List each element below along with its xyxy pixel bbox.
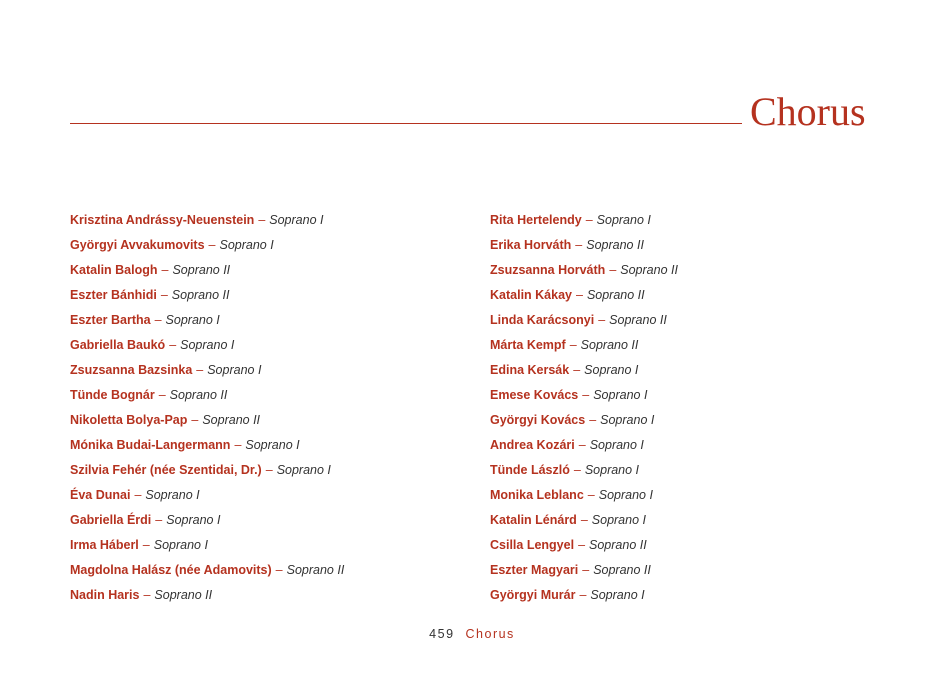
- member-name: Eszter Bartha: [70, 313, 151, 327]
- separator: –: [573, 363, 581, 377]
- voice-part: Soprano II: [586, 288, 645, 302]
- separator: –: [143, 588, 151, 602]
- voice-part: Soprano I: [593, 388, 648, 402]
- list-item: [490, 208, 890, 233]
- separator: –: [578, 538, 586, 552]
- member-name: Tünde László: [490, 463, 570, 477]
- list-item: [70, 458, 470, 483]
- member-name: Andrea Kozári: [490, 438, 575, 452]
- voice-part: Soprano I: [598, 488, 653, 502]
- list-item: [490, 408, 890, 433]
- separator: –: [598, 313, 606, 327]
- member-name: Linda Karácsonyi: [490, 313, 595, 327]
- separator: –: [160, 288, 168, 302]
- list-item: [70, 208, 470, 233]
- member-name: Nikoletta Bolya-Pap: [70, 413, 188, 427]
- member-name: Monika Leblanc: [490, 488, 584, 502]
- member-name: Erika Horváth: [490, 238, 572, 252]
- separator: –: [609, 263, 617, 277]
- separator: –: [234, 438, 242, 452]
- list-item: [70, 233, 470, 258]
- list-item: [70, 558, 470, 583]
- list-item: [70, 358, 470, 383]
- voice-part: Soprano I: [591, 513, 646, 527]
- member-name: Mónika Budai-Langermann: [70, 438, 231, 452]
- separator: –: [161, 263, 169, 277]
- separator: –: [196, 363, 204, 377]
- voice-part: Soprano I: [153, 538, 208, 552]
- member-name: Gabriella Érdi: [70, 513, 152, 527]
- list-item: [490, 358, 890, 383]
- member-name: Rita Hertelendy: [490, 213, 582, 227]
- separator: –: [579, 588, 587, 602]
- separator: –: [169, 338, 177, 352]
- list-item: [490, 508, 890, 533]
- voice-part: Soprano II: [589, 538, 647, 552]
- voice-part: Soprano I: [219, 238, 274, 252]
- voice-part: Soprano II: [580, 338, 639, 352]
- separator: –: [589, 413, 597, 427]
- voice-part: Soprano II: [609, 313, 667, 327]
- separator: –: [155, 513, 163, 527]
- member-name: Zsuzsanna Horváth: [490, 263, 606, 277]
- list-item: [70, 533, 470, 558]
- separator: –: [265, 463, 273, 477]
- list-item: [490, 333, 890, 358]
- list-item: [70, 283, 470, 308]
- page-footer: [0, 627, 944, 641]
- list-item: [70, 258, 470, 283]
- list-item: [490, 233, 890, 258]
- member-name: Zsuzsanna Bazsinka: [70, 363, 193, 377]
- voice-part: Soprano I: [596, 213, 651, 227]
- member-name: Krisztina Andrássy-Neuenstein: [70, 213, 255, 227]
- voice-part: Soprano I: [245, 438, 300, 452]
- voice-part: Soprano I: [165, 313, 220, 327]
- member-name: Györgyi Murár: [490, 588, 576, 602]
- voice-part: Soprano I: [589, 438, 644, 452]
- separator: –: [573, 463, 581, 477]
- list-item: [70, 383, 470, 408]
- member-name: Edina Kersák: [490, 363, 570, 377]
- member-name: Katalin Kákay: [490, 288, 572, 302]
- member-name: Csilla Lengyel: [490, 538, 575, 552]
- separator: –: [585, 213, 593, 227]
- member-name: Katalin Lénárd: [490, 513, 577, 527]
- chorus-list-right: [490, 208, 890, 608]
- list-item: [70, 508, 470, 533]
- voice-part: Soprano II: [172, 263, 231, 277]
- separator: –: [158, 388, 166, 402]
- member-name: Emese Kovács: [490, 388, 579, 402]
- separator: –: [208, 238, 216, 252]
- list-item: [70, 583, 470, 608]
- separator: –: [154, 313, 162, 327]
- voice-part: Soprano II: [586, 238, 644, 252]
- member-name: Eszter Bánhidi: [70, 288, 157, 302]
- separator: –: [578, 438, 586, 452]
- list-item: [70, 308, 470, 333]
- voice-part: Soprano I: [207, 363, 262, 377]
- member-name: Éva Dunai: [70, 488, 131, 502]
- voice-part: Soprano II: [169, 388, 228, 402]
- member-name: Eszter Magyari: [490, 563, 579, 577]
- voice-part: Soprano I: [276, 463, 331, 477]
- separator: –: [582, 563, 590, 577]
- list-item: [490, 458, 890, 483]
- member-name: Márta Kempf: [490, 338, 566, 352]
- member-name: Tünde Bognár: [70, 388, 155, 402]
- voice-part: Soprano I: [590, 588, 645, 602]
- member-name: Irma Háberl: [70, 538, 139, 552]
- list-item: [70, 333, 470, 358]
- chorus-list-left: [70, 208, 470, 608]
- member-name: Szilvia Fehér (née Szentidai, Dr.): [70, 463, 262, 477]
- page-number: 459: [429, 627, 455, 641]
- separator: –: [582, 388, 590, 402]
- header-rule: [70, 123, 742, 124]
- list-item: [490, 308, 890, 333]
- list-item: [70, 408, 470, 433]
- separator: –: [575, 238, 583, 252]
- separator: –: [134, 488, 142, 502]
- voice-part: Soprano I: [269, 213, 324, 227]
- voice-part: Soprano I: [180, 338, 235, 352]
- list-item: [490, 258, 890, 283]
- separator: –: [587, 488, 595, 502]
- separator: –: [191, 413, 199, 427]
- member-name: Gabriella Baukó: [70, 338, 166, 352]
- voice-part: Soprano II: [202, 413, 261, 427]
- member-name: Magdolna Halász (née Adamovits): [70, 563, 272, 577]
- separator: –: [275, 563, 283, 577]
- member-name: Györgyi Avvakumovits: [70, 238, 205, 252]
- voice-part: Soprano I: [166, 513, 221, 527]
- member-name: Nadin Haris: [70, 588, 140, 602]
- voice-part: Soprano I: [145, 488, 200, 502]
- separator: –: [580, 513, 588, 527]
- voice-part: Soprano II: [171, 288, 230, 302]
- running-title: Chorus: [465, 627, 515, 641]
- separator: –: [575, 288, 583, 302]
- list-item: [70, 483, 470, 508]
- separator: –: [569, 338, 577, 352]
- list-item: [70, 433, 470, 458]
- list-item: [490, 383, 890, 408]
- voice-part: Soprano II: [593, 563, 651, 577]
- list-item: [490, 583, 890, 608]
- list-item: [490, 483, 890, 508]
- separator: –: [258, 213, 266, 227]
- voice-part: Soprano I: [600, 413, 655, 427]
- voice-part: Soprano I: [584, 463, 640, 477]
- member-name: Katalin Balogh: [70, 263, 158, 277]
- voice-part: Soprano II: [154, 588, 213, 602]
- list-item: [490, 558, 890, 583]
- list-item: [490, 533, 890, 558]
- voice-part: Soprano II: [286, 563, 345, 577]
- voice-part: Soprano I: [584, 363, 639, 377]
- voice-part: Soprano II: [620, 263, 678, 277]
- list-item: [490, 283, 890, 308]
- separator: –: [142, 538, 150, 552]
- member-name: Györgyi Kovács: [490, 413, 586, 427]
- list-item: [490, 433, 890, 458]
- page-title: Chorus: [750, 89, 866, 134]
